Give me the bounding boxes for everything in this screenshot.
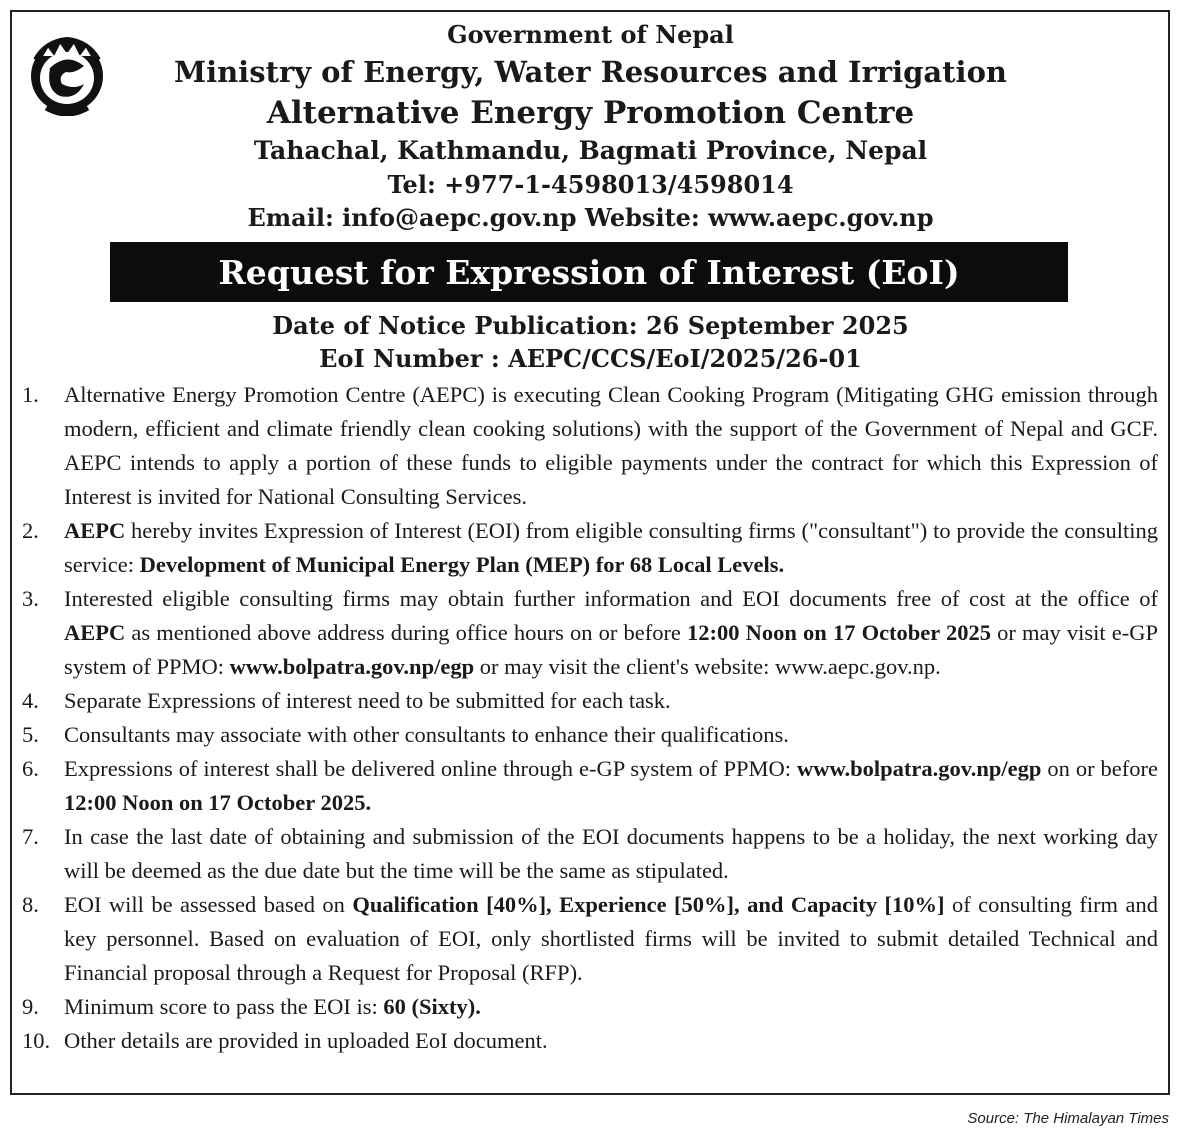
list-item [22, 514, 1158, 582]
list-item-number: 1. [22, 382, 39, 407]
list-item-number: 4. [22, 688, 39, 713]
list-item-segment: Alternative Energy Promotion Centre (AEPC) is executing Clean Cooking Program (Mitigating GHG emission through modern, efficient and climate friendly clean cooking solutions) with the support of the Government of Nepal and GCF. AEPC intends to apply a portion of these funds to eligible payments under the contract for which this Expression of Interest is invited for National Consulting Services. [64, 382, 1158, 509]
list-item-text [64, 752, 1158, 820]
list-item-segment: 12:00 Noon on 17 October 2025 [687, 620, 992, 645]
list-item-segment: Qualification [40%], Experience [50%], and Capacity [10%] [352, 892, 945, 917]
list-item-segment: www.bolpatra.gov.np/egp [229, 654, 475, 679]
header-email-website: Email: info@aepc.gov.np Website: www.aepc.gov.np [247, 203, 934, 232]
list-item-number: 5. [22, 722, 39, 747]
notice-title: Request for Expression of Interest (EoI) [218, 252, 960, 292]
list-item-segment: Other details are provided in uploaded EoI document. [64, 1028, 548, 1053]
list-item-text [64, 378, 1158, 514]
list-item [22, 888, 1158, 990]
list-item-segment: Consultants may associate with other consultants to enhance their qualifications. [64, 722, 789, 747]
list-item [22, 684, 1158, 718]
list-item-segment: EOI will be assessed based on [64, 892, 353, 917]
list-item-segment: hereby invites Expression of Interest (EOI) from eligible consulting firms ("consultant") to provide the consulting service: [64, 518, 1158, 577]
notice-items-list [22, 378, 1158, 1058]
list-item-number: 3. [22, 586, 39, 611]
list-item-text [64, 514, 1158, 582]
list-item-segment: on or before [1041, 756, 1158, 781]
list-item [22, 990, 1158, 1024]
list-item [22, 582, 1158, 684]
list-item-segment: 12:00 Noon on 17 October 2025. [64, 790, 372, 815]
list-item-number: 9. [22, 994, 39, 1019]
list-item-segment: Expressions of interest shall be delivered online through e-GP system of PPMO: [64, 756, 797, 781]
list-item-text [64, 684, 1158, 718]
list-item-segment: of consulting firm and key personnel. Based on evaluation of EOI, only shortlisted firms will be invited to submit detailed Technical and Financial proposal through a Request for Proposal (RFP). [64, 892, 1158, 985]
list-item-number: 2. [22, 518, 39, 543]
list-item-segment: Interested eligible consulting firms may obtain further information and EOI documents free of cost at the office of [64, 586, 1158, 611]
list-item-number: 6. [22, 756, 39, 781]
list-item [22, 378, 1158, 514]
list-item-number: 10. [22, 1028, 51, 1053]
list-item-text [64, 1024, 1158, 1058]
list-item-text [64, 718, 1158, 752]
list-item-text [64, 990, 1158, 1024]
list-item-segment: In case the last date of obtaining and submission of the EOI documents happens to be a holiday, the next working day will be deemed as the due date but the time will be the same as stipulated. [64, 824, 1158, 883]
list-item-segment: 60 (Sixty). [383, 994, 481, 1019]
list-item-text [64, 888, 1158, 990]
source-credit: Source: The Himalayan Times [967, 1110, 1169, 1127]
list-item [22, 718, 1158, 752]
header-organization: Alternative Energy Promotion Centre [266, 95, 915, 131]
list-item-segment: Minimum score to pass the EOI is: [64, 994, 384, 1019]
list-item-number: 7. [22, 824, 39, 849]
list-item-segment: as mentioned above address during office hours on or before [125, 620, 688, 645]
header-ministry: Ministry of Energy, Water Resources and Irrigation [173, 55, 1007, 89]
header-government: Government of Nepal [447, 20, 734, 49]
list-item-text [64, 582, 1158, 684]
list-item-number: 8. [22, 892, 39, 917]
list-item-segment: or may visit the client's website: www.aepc.gov.np. [474, 654, 941, 679]
list-item-segment: AEPC [64, 620, 126, 645]
list-item-segment: Separate Expressions of interest need to be submitted for each task. [64, 688, 671, 713]
notice-title-banner [110, 242, 1068, 302]
eoi-number: EoI Number : AEPC/CCS/EoI/2025/26-01 [319, 344, 862, 373]
list-item-segment: www.bolpatra.gov.np/egp [797, 756, 1042, 781]
list-item-text [64, 820, 1158, 888]
header-phone: Tel: +977-1-4598013/4598014 [387, 170, 794, 199]
list-item-segment: AEPC [64, 518, 126, 543]
list-item-segment: Development of Municipal Energy Plan (MEP) for 68 Local Levels. [139, 552, 785, 577]
publication-date: Date of Notice Publication: 26 September 2025 [272, 311, 909, 340]
list-item-segment: or may visit e-GP system of PPMO: [64, 620, 1158, 679]
list-item [22, 820, 1158, 888]
list-item [22, 752, 1158, 820]
list-item [22, 1024, 1158, 1058]
header-address: Tahachal, Kathmandu, Bagmati Province, Nepal [253, 136, 928, 165]
